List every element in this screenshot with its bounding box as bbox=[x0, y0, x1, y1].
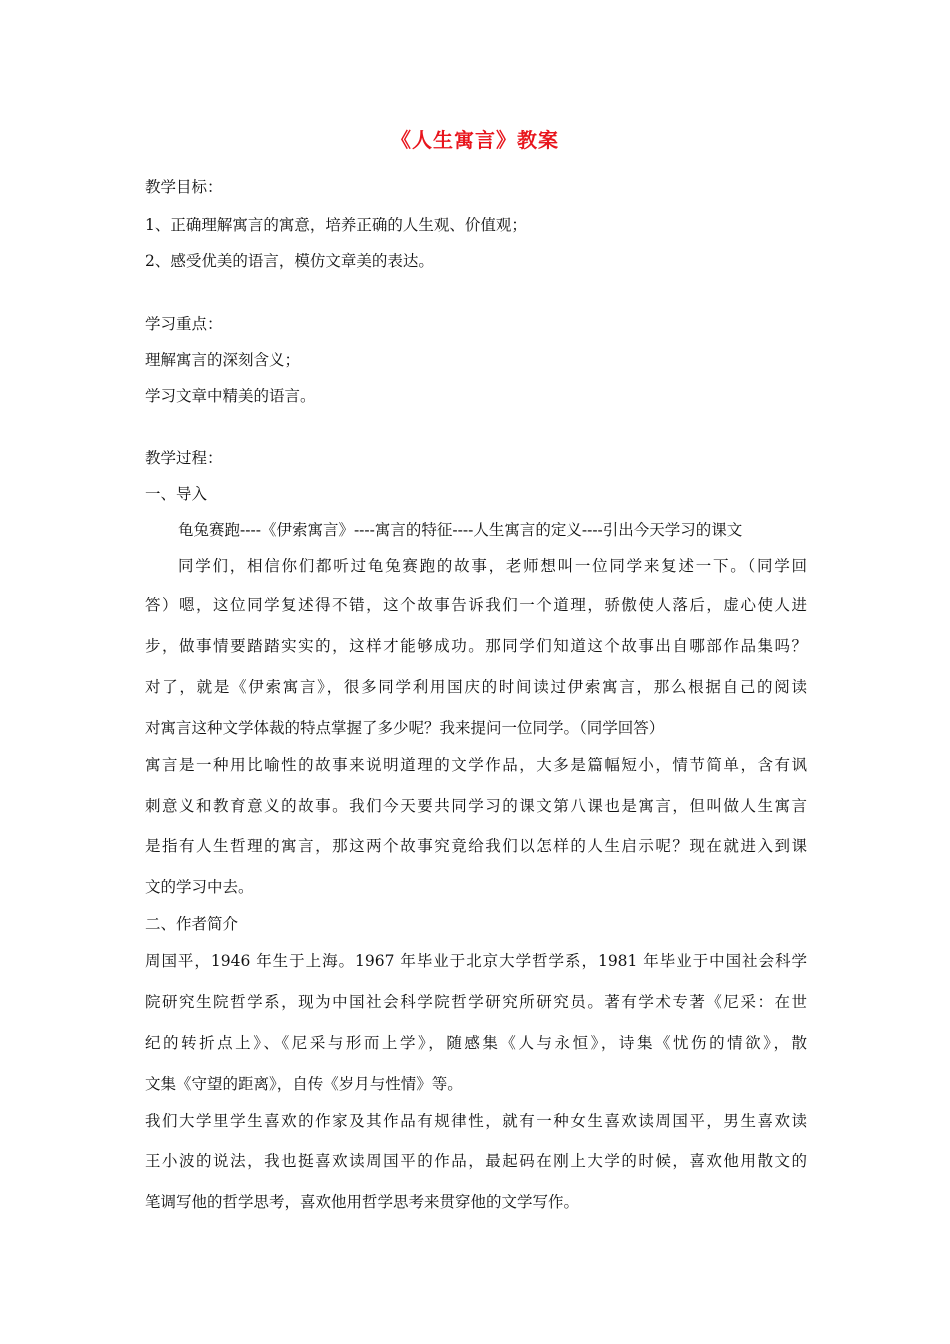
paragraph-line: 同学们，相信你们都听过龟兔赛跑的故事，老师想叫一位同学来复述一下。（同学回 bbox=[178, 557, 807, 575]
paragraph-line: 我们大学里学生喜欢的作家及其作品有规律性，就有一种女生喜欢读周国平，男生喜欢读 bbox=[145, 1112, 807, 1130]
paragraph-line: 院研究生院哲学系，现为中国社会科学院哲学研究所研究员。著有学术专著《尼采：在世 bbox=[145, 993, 807, 1011]
paragraph-line: 刺意义和教育意义的故事。我们今天要共同学习的课文第八课也是寓言，但叫做人生寓言 bbox=[145, 797, 807, 815]
process-heading: 教学过程： bbox=[145, 449, 223, 467]
objective-item-2: 2、感受优美的语言，模仿文章美的表达。 bbox=[145, 252, 434, 270]
objective-item-1: 1、正确理解寓言的寓意，培养正确的人生观、价值观； bbox=[145, 216, 527, 234]
paragraph-line: 笔调写他的哲学思考，喜欢他用哲学思考来贯穿他的文学写作。 bbox=[145, 1193, 580, 1211]
paragraph-line: 纪的转折点上》、《尼采与形而上学》，随感集《人与永恒》，诗集《忧伤的情欲》，散 bbox=[145, 1034, 807, 1052]
paragraph-line: 寓言是一种用比喻性的故事来说明道理的文学作品，大多是篇幅短小，情节简单，含有讽 bbox=[145, 756, 807, 774]
focus-item-2: 学习文章中精美的语言。 bbox=[145, 387, 316, 405]
part1-outline: 龟兔赛跑----《伊索寓言》----寓言的特征----人生寓言的定义----引出今天学习的课文 bbox=[178, 521, 743, 539]
objectives-heading: 教学目标： bbox=[145, 178, 223, 196]
paragraph-line: 是指有人生哲理的寓言，那这两个故事究竟给我们以怎样的人生启示呢？现在就进入到课 bbox=[145, 837, 807, 855]
paragraph-line: 文集《守望的距离》，自传《岁月与性情》等。 bbox=[145, 1075, 463, 1093]
paragraph-line: 步，做事情要踏踏实实的，这样才能够成功。那同学们知道这个故事出自哪部作品集吗？ bbox=[145, 637, 807, 655]
part1-heading: 一、导入 bbox=[145, 485, 208, 503]
part2-heading: 二、作者简介 bbox=[145, 915, 239, 933]
paragraph-line: 周国平，1946 年生于上海。1967 年毕业于北京大学哲学系，1981 年毕业于中国社会科学 bbox=[145, 952, 807, 970]
paragraph-line: 答）嗯，这位同学复述得不错，这个故事告诉我们一个道理，骄傲使人落后，虚心使人进 bbox=[145, 596, 807, 614]
paragraph-line: 对了，就是《伊索寓言》，很多同学利用国庆的时间读过伊索寓言，那么根据自己的阅读 bbox=[145, 678, 807, 696]
paragraph-line: 对寓言这种文学体裁的特点掌握了多少呢？我来提问一位同学。（同学回答） bbox=[145, 719, 665, 737]
focus-item-1: 理解寓言的深刻含义； bbox=[145, 351, 301, 369]
document-title: 《人生寓言》教案 bbox=[391, 128, 559, 152]
focus-heading: 学习重点： bbox=[145, 315, 223, 333]
paragraph-line: 文的学习中去。 bbox=[145, 878, 254, 896]
paragraph-line: 王小波的说法，我也挺喜欢读周国平的作品，最起码在刚上大学的时候，喜欢他用散文的 bbox=[145, 1152, 807, 1170]
